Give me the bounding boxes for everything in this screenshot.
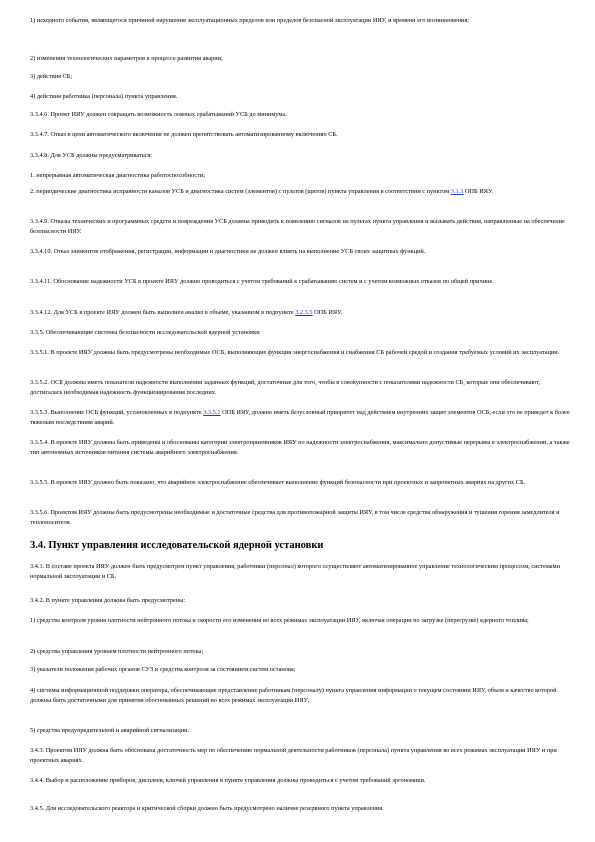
cross-reference-link[interactable]: 3.1.3 — [450, 188, 464, 195]
paragraph — [30, 378, 570, 398]
paragraph-text: ОПБ ИЯУ. — [312, 309, 343, 316]
paragraph-text: 2) средства управления уровнем плотности нейтронного потока; — [30, 648, 204, 655]
paragraph — [30, 110, 570, 120]
subsection-heading — [30, 328, 570, 338]
paragraph — [30, 54, 570, 64]
paragraph-text: 3.4.5. Для исследовательского реактора и критической сборки должно быть предусмотрено наличие резервного пункта управления. — [30, 805, 384, 812]
paragraph-text: 3.3.5.1. В проекте ИЯУ должны быть предусмотрены необходимые ОСБ, выполняющие функции энергоснабжения и снабжения СБ рабочей средой и создания требуемых условий их эксплуатации. — [30, 349, 560, 356]
paragraph-text: 3.4.3. Проектом ИЯУ должна быть обоснована достаточность мер по обеспечению нормальной деятельности работников (персонала) пункта управления во всех режимах эксплуатации ИЯУ и при проектных авариях. — [30, 747, 557, 764]
paragraph — [30, 72, 570, 82]
paragraph — [30, 217, 570, 237]
paragraph — [30, 726, 570, 736]
paragraph — [30, 308, 570, 318]
paragraph-text: 2. периодические диагностика исправности каналов УСБ и диагностика систем (элементов) с пультов (щитов) пункта управления в соответствии с пунктом — [30, 188, 451, 195]
paragraph — [30, 130, 570, 140]
paragraph-text: ОПБ ИЯУ, должно иметь безусловный приоритет над действием внутренних защит элементов ОСБ, если это не приведет к более тяжелым последствиям аварий. — [30, 409, 570, 426]
paragraph — [30, 171, 570, 181]
paragraph — [30, 647, 570, 657]
paragraph — [30, 804, 570, 814]
paragraph-text: 1) исходного события, являющегося причиной нарушения эксплуатационных пределов или пределов безопасной эксплуатации ИЯУ, и времени его возникновения; — [30, 17, 470, 24]
section-heading: 3.4. Пункт управления исследовательской ядерной установки — [30, 540, 324, 551]
paragraph-text: 3.4.1. В составе проекта ИЯУ должен быть предусмотрен пункт управления, работники (персонал) которого осуществляют автоматизированное управление технологическим процессом, системами нормальной эксплуатации и СБ. — [30, 563, 560, 580]
paragraph-text: 3) действия СБ; — [30, 73, 73, 80]
paragraph-text: 3.3.4.8. Для УСБ должны предусматриваться: — [30, 152, 153, 159]
paragraph-text: 3.3.4.10. Отказ элементов отображения, регистрации, информации и диагностики не должен влиять на выполнение УСБ своих защитных функций. — [30, 248, 426, 255]
paragraph-text: 3.3.5.2. ОСБ должны иметь показатели надежности выполнения заданных функций, достаточные для того, чтобы в совокупности с показателями надежности СБ, которые они обеспечивают, достигалась необходимая надежность функционирования последних. — [30, 379, 540, 396]
paragraph — [30, 478, 570, 488]
paragraph — [30, 187, 570, 197]
paragraph-text: 3.3.4.12. Для УСБ в проекте ИЯУ должен быть выполнен анализ в объеме, указанном в подпункте — [30, 309, 296, 316]
paragraph-text: 3.3.4.11. Обоснование надежности УСБ в проекте ИЯУ должно проводиться с учетом требований к срабатыванию систем и с учетом возможных отказов по общей причине. — [30, 278, 494, 285]
paragraph — [30, 408, 570, 428]
paragraph — [30, 348, 570, 358]
paragraph-text: 3.3.5.3. Выполнение ОСБ функций, установленных в подпункте — [30, 409, 204, 416]
paragraph-text: 3.3.5. Обеспечивающие системы безопасности исследовательской ядерной установки — [30, 329, 260, 336]
paragraph — [30, 776, 570, 786]
paragraph-text: 1. непрерывная автоматическая диагностика работоспособности; — [30, 172, 205, 179]
paragraph-text: 3.4.4. Выбор и расположение приборов, дисплеев, ключей управления в пункте управления должны проводиться с учетом требований эргономики. — [30, 777, 426, 784]
paragraph — [30, 92, 570, 102]
paragraph — [30, 16, 570, 26]
paragraph-text: 4) системы информационной поддержки оператора, обеспечивающие представление работникам (персоналу) пункта управления информации о текущем состоянии ИЯУ, объем и качество которой должны быть достаточными для принятия обоснованных решений во всех режимах эксплуатации ИЯУ; — [30, 687, 557, 704]
paragraph-text: 3.3.4.9. Отказы технических и программных средств и повреждения УСБ должны приводить к появлению сигналов на пультах пункта управления и вызывать действия, направленные на обеспечение безопасности ИЯУ. — [30, 218, 565, 235]
paragraph — [30, 746, 570, 766]
paragraph-text: 3.3.5.6. Проектом ИЯУ должны быть предусмотрены необходимые и достаточные средства для противопожарной защиты ИЯУ, в том числе средства обнаружения и тушения горения замедлителя и теплоносителя. — [30, 509, 560, 526]
paragraph-text: 4) действия работника (персонала) пункта управления. — [30, 93, 178, 100]
paragraph-text: 3.3.4.6. Проект ИЯУ должен сокращать возможность ложных срабатываний УСБ до минимума. — [30, 111, 287, 118]
paragraph — [30, 438, 570, 458]
paragraph-text: 3.3.4.7. Отказ в цепи автоматического включения не должен препятствовать автоматизированному включению СБ. — [30, 131, 338, 138]
paragraph-text: 3.4.2. В пункте управления должны быть предусмотрены: — [30, 597, 186, 604]
paragraph-text: 2) изменения технологических параметров в процессе развития аварии; — [30, 55, 223, 62]
paragraph — [30, 151, 570, 161]
paragraph — [30, 247, 570, 257]
cross-reference-link[interactable]: 3.2.3.5 — [295, 309, 313, 316]
cross-reference-link[interactable]: 3.3.5.1 — [203, 409, 221, 416]
paragraph-text: 5) средства предупредительной и аварийной сигнализации. — [30, 727, 190, 734]
paragraph — [30, 686, 570, 706]
paragraph — [30, 508, 570, 528]
paragraph-text: 1) средства контроля уровня плотности нейтронного потока и скорости его изменения во всех режимах эксплуатации ИЯУ, включая операции по загрузке (перегрузке) ядерного топлива; — [30, 617, 529, 624]
paragraph-text: ОПБ ИЯУ. — [463, 188, 494, 195]
paragraph-text: 3.3.5.4. В проекте ИЯУ должны быть приведены и обоснованы категории электроприемников ИЯУ по надежности электроснабжения, максимально допустимые перерывы в электроснабжении, а также тип автономных источников питания системы аварийного электроснабжения. — [30, 439, 570, 456]
paragraph — [30, 562, 570, 582]
paragraph — [30, 277, 570, 287]
paragraph — [30, 596, 570, 606]
paragraph-text: 3) указатели положения рабочих органов СУЗ и средства контроля за состоянием систем останова; — [30, 666, 296, 673]
paragraph — [30, 665, 570, 675]
paragraph — [30, 616, 570, 626]
paragraph-text: 3.3.5.5. В проекте ИЯУ должно быть показано, что аварийное электроснабжение обеспечивает выполнение функций безопасности при проектных и запроектных авариях на других СБ. — [30, 479, 526, 486]
